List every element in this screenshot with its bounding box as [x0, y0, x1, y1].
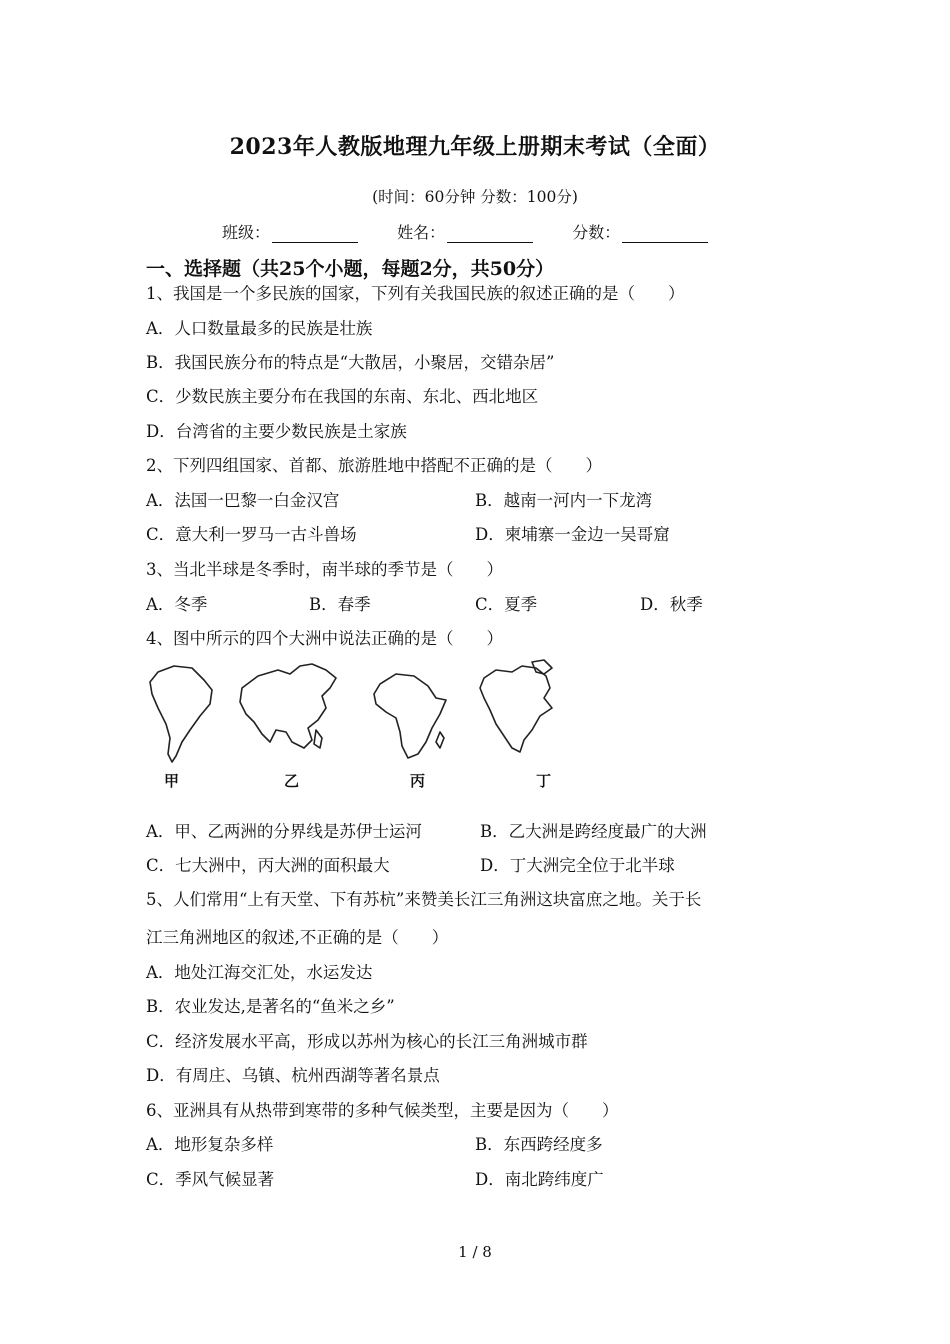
q5-option-b: B．农业发达,是著名的“鱼米之乡”: [146, 997, 395, 1016]
score-field[interactable]: [572, 220, 708, 243]
q4-option-a: A．甲、乙两洲的分界线是苏伊士运河: [146, 822, 422, 841]
q6-option-c: C．季风气候显著: [146, 1170, 275, 1189]
q6-option-b: B．东西跨经度多: [475, 1135, 603, 1154]
q3-option-c: C．夏季: [475, 595, 538, 614]
south-america-outline: [150, 666, 212, 762]
q2-stem: 2、下列四组国家、首都、旅游胜地中搭配不正确的是（ ）: [146, 456, 602, 475]
map-label-bing: 丙: [410, 772, 426, 790]
q2-option-a: A．法国一巴黎一白金汉宫: [146, 491, 340, 510]
q4-option-d: D．丁大洲完全位于北半球: [480, 856, 675, 875]
name-field[interactable]: [397, 220, 533, 243]
page-title: 2023年人教版地理九年级上册期末考试（全面）: [229, 134, 721, 160]
class-label: 班级：: [222, 223, 271, 242]
q6-option-a: A．地形复杂多样: [146, 1135, 274, 1154]
score-label: 分数：: [572, 223, 621, 242]
q6-stem: 6、亚洲具有从热带到寒带的多种气候类型，主要是因为（ ）: [146, 1101, 619, 1120]
class-blank[interactable]: [272, 225, 358, 243]
madagascar-outline: [436, 732, 444, 748]
exam-info: (时间：60分钟 分数：100分): [372, 188, 578, 206]
q2-option-d: D．柬埔寨一金边一吴哥窟: [475, 525, 670, 544]
page-number: 1 / 8: [458, 1243, 492, 1261]
q1-option-a: A．人口数量最多的民族是壮族: [146, 319, 373, 338]
q5-option-d: D．有周庄、乌镇、杭州西湖等著名景点: [146, 1066, 440, 1085]
africa-outline: [374, 674, 446, 758]
q4-stem: 4、图中所示的四个大洲中说法正确的是（ ）: [146, 629, 503, 648]
q3-option-d: D．秋季: [640, 595, 703, 614]
continent-outlines: [140, 658, 580, 768]
class-field[interactable]: [222, 220, 358, 243]
q5-stem-line1: 5、人们常用“上有天堂、下有苏杭”来赞美长江三角洲这块富庶之地。关于长: [146, 890, 702, 909]
q6-option-d: D．南北跨纬度广: [475, 1170, 604, 1189]
q3-option-a: A．冬季: [146, 595, 208, 614]
q3-option-b: B．春季: [309, 595, 371, 614]
section-title: 一、选择题（共25个小题，每题2分，共50分）: [146, 258, 555, 280]
north-america-outline: [480, 666, 552, 752]
asia-outline: [240, 664, 336, 748]
q1-option-c: C．少数民族主要分布在我国的东南、东北、西北地区: [146, 387, 539, 406]
student-info-fields: [222, 220, 742, 243]
q4-option-b: B．乙大洲是跨经度最广的大洲: [480, 822, 707, 841]
japan-islands-outline: [314, 730, 322, 748]
q5-stem-line2: 江三角洲地区的叙述,不正确的是（ ）: [146, 928, 449, 947]
q2-option-c: C．意大利一罗马一古斗兽场: [146, 525, 357, 544]
q1-stem: 1、我国是一个多民族的国家，下列有关我国民族的叙述正确的是（ ）: [146, 284, 685, 303]
score-blank[interactable]: [622, 225, 708, 243]
name-blank[interactable]: [447, 225, 533, 243]
q3-stem: 3、当北半球是冬季时，南半球的季节是（ ）: [146, 560, 503, 579]
q5-option-a: A．地处江海交汇处，水运发达: [146, 963, 373, 982]
q4-option-c: C．七大洲中，丙大洲的面积最大: [146, 856, 390, 875]
map-label-yi: 乙: [284, 772, 300, 790]
q5-option-c: C．经济发展水平高，形成以苏州为核心的长江三角洲城市群: [146, 1032, 588, 1051]
map-label-jia: 甲: [164, 772, 180, 790]
name-label: 姓名：: [397, 223, 446, 242]
q2-option-b: B．越南一河内一下龙湾: [475, 491, 653, 510]
continents-figure: [140, 658, 580, 794]
q1-option-d: D．台湾省的主要少数民族是土家族: [146, 422, 407, 441]
map-label-ding: 丁: [536, 772, 552, 790]
q1-option-b: B．我国民族分布的特点是“大散居，小聚居，交错杂居”: [146, 353, 555, 372]
